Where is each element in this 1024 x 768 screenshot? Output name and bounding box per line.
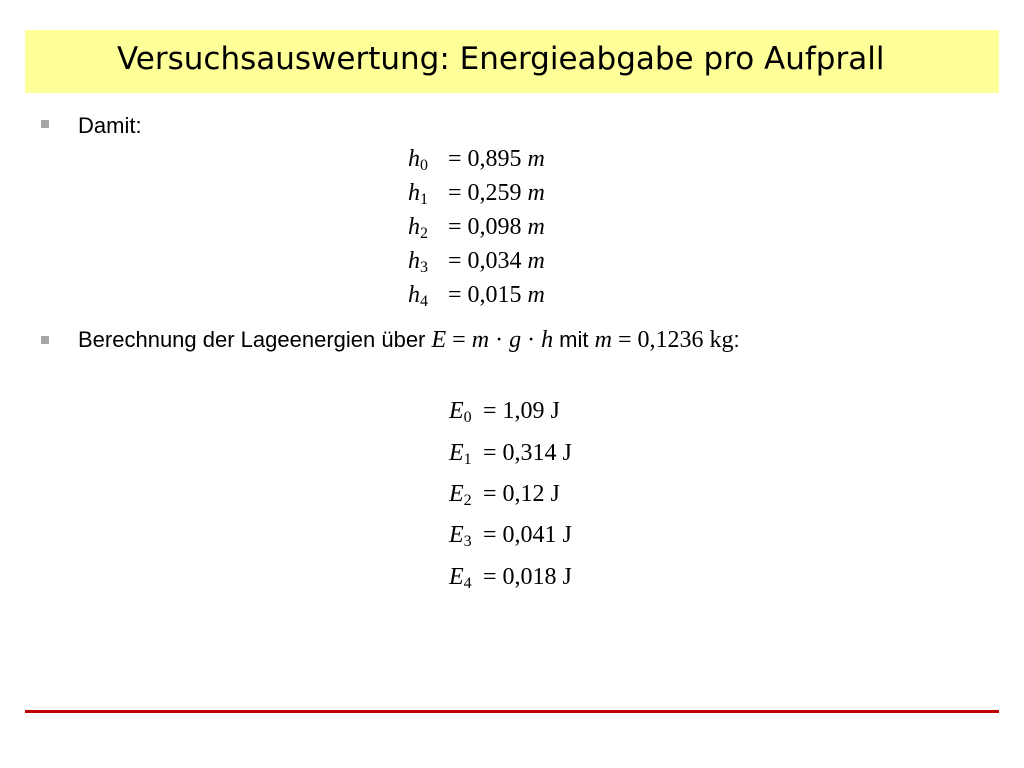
energy-var: $E_2$ [449,481,472,509]
bullet-square-icon [41,120,49,128]
height-var: $h_4$ [408,282,428,310]
energy-value: = 0,041 J [483,522,572,548]
energy-var: $E_1$ [449,440,472,468]
energy-var: $E_0$ [449,398,472,426]
energy-value: = 0,314 J [483,440,572,466]
footer-divider [25,710,999,713]
title-bar [25,30,999,93]
energy-value: = 1,09 J [483,398,560,424]
height-value: = 0,034 [448,248,522,274]
energy-var: $E_4$ [449,564,472,592]
energy-row-2 [449,479,560,509]
height-unit: m [527,214,545,240]
height-value: = 0,259 [448,180,522,206]
height-var: $h_2$ [408,214,428,242]
height-row-1 [408,178,545,208]
energy-row-1 [449,438,572,468]
bullet-calculation-text: Berechnung der Lageenergien über E = m · g · h mit m = 0,1236 kg: [78,327,740,353]
energy-var: $E_3$ [449,522,472,550]
bullet-square-icon [41,336,49,344]
energy-value: = 0,018 J [483,564,572,590]
bullet-damit-label: Damit: [78,113,142,138]
energy-row-3 [449,520,572,550]
energy-row-0 [449,396,560,426]
height-row-4 [408,280,545,310]
slide-title: Versuchsauswertung: Energieabgabe pro Aufprall [117,41,885,77]
energy-row-4 [449,562,572,592]
height-row-0 [408,144,545,174]
height-row-2 [408,212,545,242]
height-value: = 0,895 [448,146,522,172]
height-value: = 0,098 [448,214,522,240]
height-var: $h_0$ [408,146,428,174]
height-value: = 0,015 [448,282,522,308]
height-unit: m [527,248,545,274]
height-row-3 [408,246,545,276]
height-unit: m [527,180,545,206]
height-unit: m [527,146,545,172]
height-var: $h_3$ [408,248,428,276]
height-var: $h_1$ [408,180,428,208]
energy-value: = 0,12 J [483,481,560,507]
height-unit: m [527,282,545,308]
